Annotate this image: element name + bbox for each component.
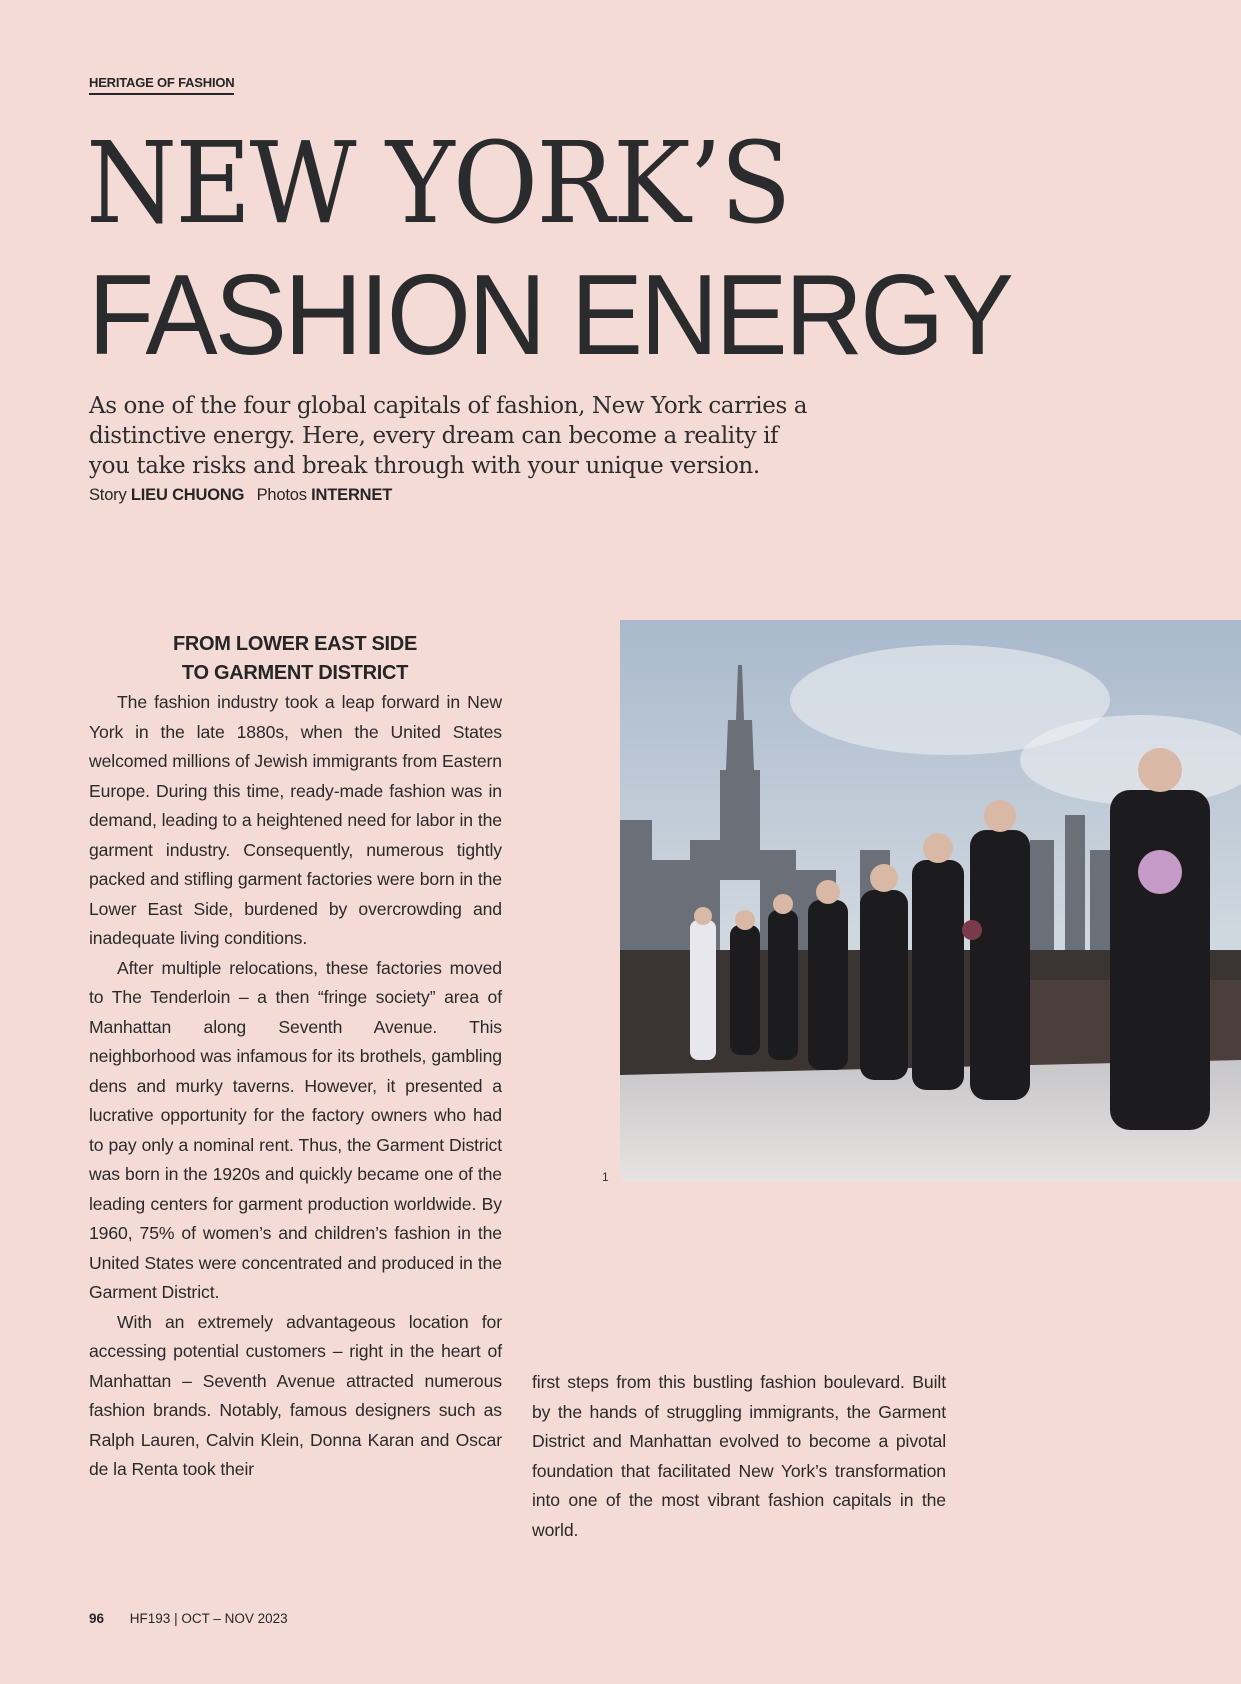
- subhead-line-1: FROM LOWER EAST SIDE: [172, 633, 417, 655]
- story-label: Story: [89, 486, 127, 504]
- runway-photo: [620, 620, 1241, 1182]
- article-subhead: [89, 630, 501, 688]
- issue-info: HF193 | OCT – NOV 2023: [129, 1611, 288, 1626]
- article-paragraph: With an extremely advantageous location for accessing potential customers – right in the heart of Manhattan – Seventh Avenue attracted numerous fashion brands. Notably, famous designers such as Ralph Lauren, Calvin Klein, Donna Karan and Oscar de la Renta took their: [89, 1311, 502, 1479]
- runway-photo-illustration: [620, 620, 1241, 1182]
- article-paragraph: The fashion industry took a leap forward in New York in the late 1880s, when the United States welcomed millions of Jewish immigrants from Eastern Europe. During this time, ready-made fashion was in demand, leading to a heightened need for labor in the garment industry. Consequently, numerous tightly packed and stifling garment factories were born in the Lower East Side, burdened by overcrowding and inadequate living conditions.: [89, 692, 502, 948]
- photo-number: 1: [602, 1170, 609, 1184]
- page-number: 96: [89, 1611, 105, 1626]
- photos-credit: INTERNET: [311, 486, 393, 504]
- lede-paragraph: As one of the four global capitals of fashion, New York carries a distinctive energy. Here, every dream can become a reality if you take risks and break through with your unique version.: [89, 393, 808, 479]
- subhead-line-2: TO GARMENT DISTRICT: [181, 662, 409, 684]
- photos-label: Photos: [256, 486, 307, 504]
- byline: [89, 486, 392, 505]
- section-tag: HERITAGE OF FASHION: [89, 75, 234, 95]
- page-footer: [89, 1611, 288, 1626]
- article-paragraph: After multiple relocations, these factories moved to The Tenderloin – a then “fringe society” area of Manhattan along Seventh Avenue. This neighborhood was infamous for its brothels, gambling dens and murky taverns. However, it presented a lucrative opportunity for the factory owners who had to pay only a nominal rent. Thus, the Garment District was born in the 1920s and quickly became one of the leading centers for garment production worldwide. By 1960, 75% of women’s and children’s fashion in the United States were concentrated and produced in the Garment District.: [89, 957, 502, 1302]
- headline-line-2: FASHION ENERGY: [88, 252, 1011, 379]
- article-column-left: [89, 688, 502, 1485]
- article-column-right: [532, 1368, 946, 1545]
- article-paragraph-continued: first steps from this bustling fashion boulevard. Built by the hands of struggling immigrants, the Garment District and Manhattan evolved to become a pivotal foundation that facilitated New York’s transformation into one of the most vibrant fashion capitals in the world.: [532, 1372, 946, 1540]
- story-author: LIEU CHUONG: [130, 486, 245, 504]
- headline-line-1: NEW YORK’S: [86, 119, 790, 249]
